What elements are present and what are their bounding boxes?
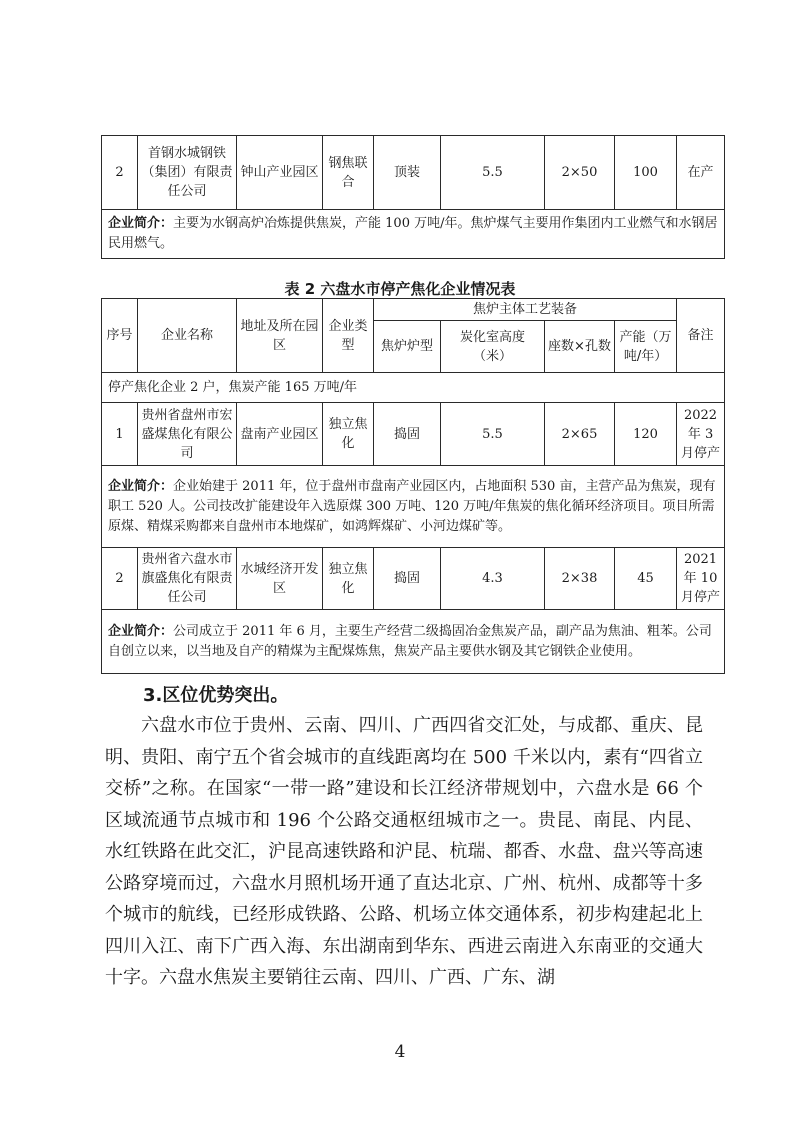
cell-capacity: 45 bbox=[615, 548, 677, 610]
body-paragraph: 六盘水市位于贵州、云南、四川、广西四省交汇处，与成都、重庆、昆明、贵阳、南宁五个省会城市的直线距离均在 500 千米以内，素有“四省立交桥”之称。在国家“一带一路”建设和长江经济带规划中，六盘水是 66 个区域流通节点城市和 196 个公路交通枢纽城市之一。贵昆、南昆、内昆、水红铁路在此交汇，沪昆高速铁路和沪昆、杭瑞、都香、水盘、盘兴等高速公路穿境而过，六盘水月照机场开通了直达北京、广州、杭州、成都等十多个城市的航线，已经形成铁路、公路、机场立体交通体系，初步构建起北上四川入江、南下广西入海、东出湖南到华东、西进云南进入东南亚的交通大十字。六盘水焦炭主要销往云南、四川、广西、广东、湖 bbox=[105, 715, 703, 988]
cell-count: 2×50 bbox=[545, 136, 615, 210]
page-number: 4 bbox=[394, 1042, 406, 1062]
table-2-title: 表 2 六盘水市停产焦化企业情况表 bbox=[284, 280, 516, 298]
intro-label: 企业简介： bbox=[108, 478, 174, 494]
table-row bbox=[102, 548, 725, 610]
header-company-name: 企业名称 bbox=[138, 299, 237, 373]
header-furnace-type: 焦炉炉型 bbox=[374, 321, 441, 373]
section-heading: 3.区位优势突出。 bbox=[143, 685, 289, 706]
cell-no: 1 bbox=[102, 403, 138, 466]
table-row bbox=[102, 610, 725, 674]
cell-chamber-height: 5.5 bbox=[441, 136, 545, 210]
cell-no: 2 bbox=[102, 548, 138, 610]
cell-furnace-type: 顶装 bbox=[374, 136, 441, 210]
table-row bbox=[102, 210, 725, 259]
cell-chamber-height: 5.5 bbox=[441, 403, 545, 466]
table-row bbox=[102, 136, 725, 210]
table-row bbox=[102, 466, 725, 548]
cell-note: 2022 年 3 月停产 bbox=[677, 403, 725, 466]
table-row bbox=[102, 403, 725, 466]
cell-park: 水城经济开发区 bbox=[237, 548, 323, 610]
company-intro bbox=[102, 466, 725, 548]
cell-park: 钟山产业园区 bbox=[237, 136, 323, 210]
cell-count: 2×65 bbox=[545, 403, 615, 466]
header-count: 座数×孔数 bbox=[545, 321, 615, 373]
cell-furnace-type: 捣固 bbox=[374, 548, 441, 610]
cell-note: 2021 年 10 月停产 bbox=[677, 548, 725, 610]
cell-type: 独立焦化 bbox=[323, 403, 374, 466]
intro-label: 企业简介： bbox=[108, 623, 174, 639]
summary-row bbox=[102, 373, 725, 403]
intro-text: 企业始建于 2011 年，位于盘州市盘南产业园区内，占地面积 530 亩，主营产品为焦炭，现有职工 520 人。公司技改扩能建设年入选原煤 300 万吨、120 万吨/年焦炭的焦化循环经济项目。项目所需原煤、精煤采购都来自盘州市本地煤矿，如鸿辉煤矿、小河边煤矿等。 bbox=[108, 478, 716, 534]
table-1 bbox=[101, 135, 725, 259]
header-chamber-height: 炭化室高度（米） bbox=[441, 321, 545, 373]
cell-chamber-height: 4.3 bbox=[441, 548, 545, 610]
cell-no: 2 bbox=[102, 136, 138, 210]
company-intro bbox=[102, 610, 725, 674]
header-park: 地址及所在园区 bbox=[237, 299, 323, 373]
cell-furnace-type: 捣固 bbox=[374, 403, 441, 466]
cell-capacity: 120 bbox=[615, 403, 677, 466]
header-capacity: 产能（万吨/年） bbox=[615, 321, 677, 373]
cell-type: 钢焦联合 bbox=[323, 136, 374, 210]
header-type: 企业类型 bbox=[323, 299, 374, 373]
company-intro bbox=[102, 210, 725, 259]
intro-text: 公司成立于 2011 年 6 月，主要生产经营二级捣固冶金焦炭产品，副产品为焦油、粗苯。公司自创立以来，以当地及自产的精煤为主配煤炼焦，焦炭产品主要供水钢及其它钢铁企业使用。 bbox=[108, 623, 712, 659]
intro-label: 企业简介： bbox=[108, 216, 174, 231]
cell-note: 在产 bbox=[677, 136, 725, 210]
table-header-row bbox=[102, 299, 725, 321]
header-equipment-group: 焦炉主体工艺装备 bbox=[374, 299, 677, 321]
summary-cell: 停产焦化企业 2 户，焦炭产能 165 万吨/年 bbox=[102, 373, 725, 403]
cell-company-name: 首钢水城钢铁（集团）有限责任公司 bbox=[138, 136, 237, 210]
cell-type: 独立焦化 bbox=[323, 548, 374, 610]
header-note: 备注 bbox=[677, 299, 725, 373]
cell-capacity: 100 bbox=[615, 136, 677, 210]
cell-company-name: 贵州省盘州市宏盛煤焦化有限公司 bbox=[138, 403, 237, 466]
table-2 bbox=[101, 298, 725, 674]
header-no: 序号 bbox=[102, 299, 138, 373]
cell-company-name: 贵州省六盘水市旗盛焦化有限责任公司 bbox=[138, 548, 237, 610]
cell-count: 2×38 bbox=[545, 548, 615, 610]
cell-park: 盘南产业园区 bbox=[237, 403, 323, 466]
intro-text: 主要为水钢高炉冶炼提供焦炭，产能 100 万吨/年。焦炉煤气主要用作集团内工业燃气和水钢居民用燃气。 bbox=[108, 216, 718, 251]
